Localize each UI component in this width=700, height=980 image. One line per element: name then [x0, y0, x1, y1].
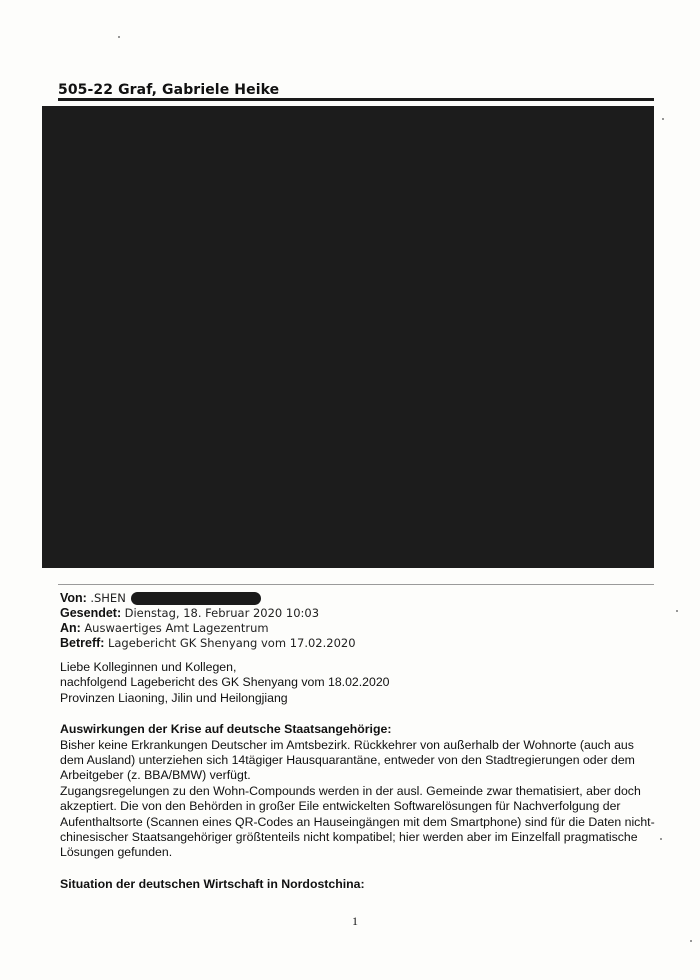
to-line: [60, 621, 356, 636]
scan-speck: [676, 610, 678, 612]
sent-value: Dienstag, 18. Februar 2020 10:03: [124, 606, 320, 620]
sent-label: Gesendet:: [60, 606, 122, 620]
intro-line-2: Provinzen Liaoning, Jilin und Heilongjiang: [60, 690, 288, 705]
email-body: [60, 660, 660, 892]
from-value: .SHEN: [90, 591, 126, 605]
document-header-title: 505-22 Graf, Gabriele Heike: [58, 82, 280, 98]
to-value: Auswaertiges Amt Lagezentrum: [84, 621, 269, 635]
redacted-image-block: [42, 106, 654, 568]
intro-line-1: nachfolgend Lagebericht des GK Shenyang vom 18.02.2020: [60, 675, 390, 690]
section-title-citizens: Auswirkungen der Krise auf deutsche Staatsangehörige:: [60, 722, 392, 737]
section-title-economy: Situation der deutschen Wirtschaft in Nordostchina:: [60, 876, 365, 891]
subject-line: [60, 636, 356, 651]
redacted-sender-bar: [131, 592, 261, 605]
email-metadata: [60, 591, 356, 651]
scan-speck: [662, 118, 664, 120]
greeting: Liebe Kolleginnen und Kollegen,: [60, 660, 237, 674]
subject-value: Lagebericht GK Shenyang vom 17.02.2020: [107, 636, 356, 650]
section-paragraph-2: Zugangsregelungen zu den Wohn-Compounds werden in der ausl. Gemeinde zwar thematisiert, aber doch akzeptiert. Die von den Behörden in großer Eile entwickelten Softwarelösungen für Nachverfolgung der Aufenthaltsorte (Scannen eines QR-Codes an Hauseingängen mit dem Smartphone) sind für die Daten nicht-chinesischer Staatsangehöriger größtenteils nicht kompatibel; hier werden aber im Einzelfall pragmatische Lösungen gefunden.: [60, 783, 655, 860]
section-paragraph-1: Bisher keine Erkrankungen Deutscher im Amtsbezirk. Rückkehrer von außerhalb der Wohnorte (auch aus dem Ausland) unterziehen sich 14tägiger Hausquarantäne, entweder von den Stadtregierungen oder dem Arbeitgeber (z. BBA/BMW) verfügt.: [60, 737, 635, 783]
scan-speck: [660, 838, 662, 840]
header-rule: [58, 98, 654, 101]
scan-speck: [118, 36, 120, 38]
separator-rule: [58, 584, 654, 585]
sent-line: [60, 606, 356, 621]
scan-speck: [690, 940, 692, 942]
page-number: 1: [352, 914, 358, 928]
subject-label: Betreff:: [60, 636, 105, 650]
from-label: Von:: [60, 591, 87, 605]
from-line: [60, 591, 356, 606]
to-label: An:: [60, 621, 81, 635]
